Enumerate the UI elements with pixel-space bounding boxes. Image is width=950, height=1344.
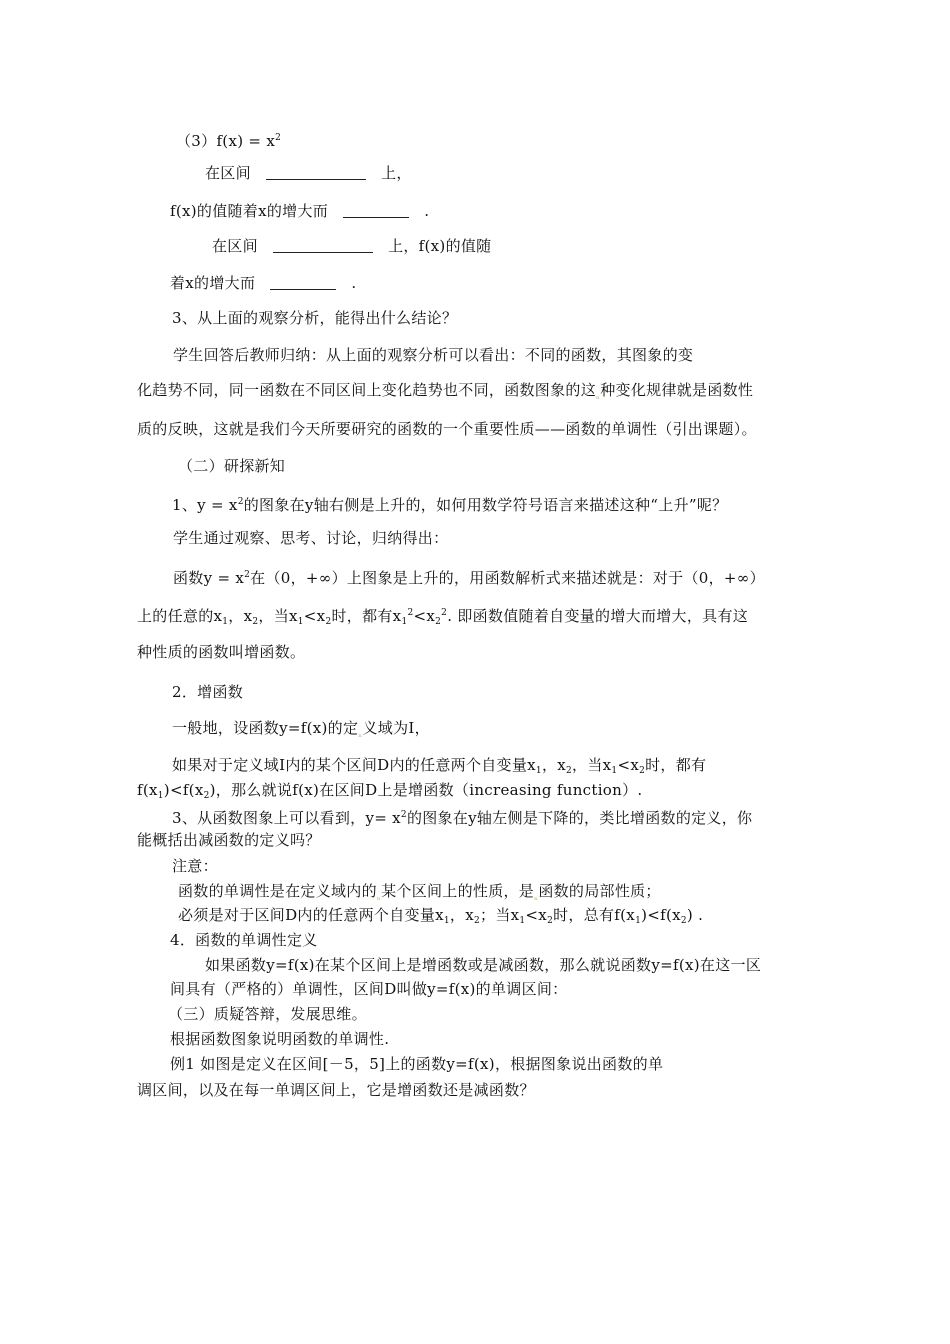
answer-blank[interactable] [270,276,336,290]
section-3-heading: （三）质疑答辩，发展思维。 [168,1005,367,1023]
answer-blank[interactable] [266,166,366,180]
question-3b-line-1: 3、从函数图象上可以看到，$y= x^2$的图象在y轴左侧是下降的，类比增函数的定义，你 [172,809,753,827]
answer-blank[interactable] [273,239,373,253]
question-3b-line-2: 能概括出减函数的定义吗？ [137,831,321,849]
answer-line-3: 质的反映，这就是我们今天所要研究的函数的一个重要性质——函数的单调性（引出课题）。 [137,420,757,438]
part3-follow-line: 着x的增大而 . [170,274,357,292]
part3-heading: $(3)f(x) = x^2$ [176,132,282,150]
definition-line-1: 如果对于定义域I内的某个区间D内的任意两个自变量$x_1$，$x_2$，当$x_1<x_2$时，都有 [172,756,707,776]
explain-line: 根据函数图象说明函数的单调性. [170,1030,390,1048]
function-line-2: 上的任意的$x_1$，$x_2$，当$x_1<x_2$时，都有$x_1^2<x_2^2$. 即函数值随着自变量的增大而增大，具有这 [137,607,749,627]
monotonicity-title: 4．函数的单调性定义 [170,931,318,949]
part3-interval-line-b: 在区间 上，f(x)的值随 [212,237,492,255]
definition-line-2: $f(x_1)<f(x_2)$，那么就说f(x)在区间D上是增函数（increasing function）. [137,781,643,801]
increasing-function-title: 2．增函数 [172,683,244,701]
part3-fx-line: f(x)的值随着x的增大而 . [170,202,430,220]
question-1: 1、$y = x^2$的图象在y轴右侧是上升的，如何用数学符号语言来描述这种“上升”呢？ [172,496,728,514]
part3-interval-line-a: 在区间 上， [205,164,412,182]
note-item-1: 函数的单调性是在定义域内的$_{_n}$某个区间上的性质，是$_{_n}$函数的局部性质； [178,882,661,903]
answer-line-2: 化趋势不同，同一函数在不同区间上变化趋势也不同，函数图象的这$_{_n}$种变化规律就是函数性 [137,381,754,402]
monotonicity-line-2: 间具有（严格的）单调性，区间D叫做y=f(x)的单调区间： [170,980,568,998]
answer-line-1: 学生回答后教师归纳：从上面的观察分析可以看出：不同的函数，其图象的变 [173,346,694,364]
function-line-1: 函数$y = x^2$在（0，+∞）上图象是上升的，用函数解析式来描述就是：对于（0，+∞） [173,569,765,587]
answer-blank[interactable] [343,204,409,218]
students-summary: 学生通过观察、思考、讨论，归纳得出： [173,529,449,547]
function-line-3: 种性质的函数叫增函数。 [137,643,306,661]
section-2-heading: （二）研探新知 [178,457,286,475]
note-heading: 注意： [172,857,218,875]
general-statement: 一般地，设函数y=f(x)的定$_{_n}$义域为I， [172,719,430,740]
note-item-2: 必须是对于区间D内的任意两个自变量$x_1$，$x_2$；当$x_1<x_2$时，总有$f(x_1)<f(x_2)$ . [178,906,704,926]
monotonicity-line-1: 如果函数y=f(x)在某个区间上是增函数或是减函数，那么就说函数y=f(x)在这一区 [205,956,762,974]
example-1-line-1: 例1 如图是定义在区间[－5，5]上的函数y=f(x)，根据图象说出函数的单 [170,1055,664,1073]
example-1-line-2: 调区间，以及在每一单调区间上，它是增函数还是减函数？ [137,1081,535,1099]
question-3: 3、从上面的观察分析，能得出什么结论？ [172,309,458,327]
